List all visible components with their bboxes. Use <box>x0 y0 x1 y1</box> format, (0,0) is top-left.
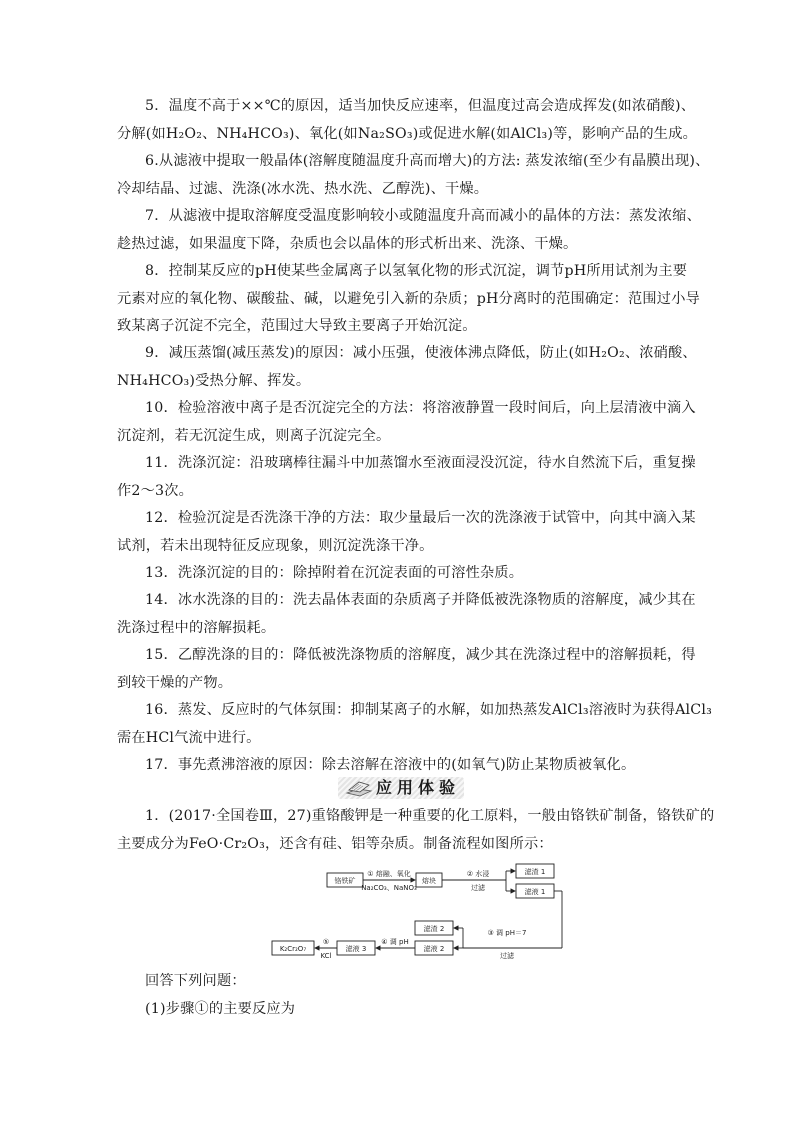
label-residue2: 滤渣 2 <box>423 925 445 933</box>
knowledge-point <box>117 752 677 780</box>
knowledge-point <box>117 450 696 505</box>
label-step5-top: ⑤ <box>322 938 330 946</box>
answer-sub1: (1)步骤①的主要反应为 <box>145 1000 296 1017</box>
question-line: 1．(2017·全国卷Ⅲ，27)重铬酸钾是一种重要的化工原料，一般由铬铁矿制备，铬铁矿的 <box>145 808 715 824</box>
knowledge-point <box>117 203 701 258</box>
question-1 <box>117 803 715 858</box>
knowledge-point-line: 致某离子沉淀不完全，范围过大导致主要离子开始沉淀。 <box>117 318 477 334</box>
knowledge-point-line: 15．乙醇洗涤的目的：降低被洗涤物质的溶解度，减少其在洗涤过程中的溶解损耗，得 <box>145 647 696 663</box>
knowledge-point <box>117 505 696 560</box>
knowledge-point-line: 7．从滤液中提取溶解度受温度影响较小或随温度升高而减小的晶体的方法：蒸发浓缩、 <box>145 208 701 224</box>
label-block: 熔块 <box>422 877 436 885</box>
label-filtrate3: 滤液 3 <box>345 945 367 953</box>
knowledge-point-line: 5．温度不高于××℃的原因，适当加快反应速率，但温度过高会造成挥发(如浓硝酸)、 <box>145 98 696 114</box>
knowledge-point-line: 趁热过滤，如果温度下降，杂质也会以晶体的形式析出来、洗涤、干燥。 <box>117 235 578 252</box>
label-product: K₂Cr₂O₇ <box>279 945 307 953</box>
knowledge-point <box>117 93 697 148</box>
knowledge-point-line: 8．控制某反应的pH使某些金属离子以氢氧化物的形式沉淀，调节pH所用试剂为主要 <box>145 263 688 279</box>
label-ore: 铬铁矿 <box>334 877 356 885</box>
answer-prompt: 回答下列问题： <box>145 973 246 989</box>
knowledge-point-line: 9．减压蒸馏(减压蒸发)的原因：减小压强，使液体沸点降低，防止(如H₂O₂、浓硝酸、 <box>145 345 697 361</box>
answer-section <box>117 968 677 1023</box>
knowledge-point-line: 冷却结晶、过滤、洗涤(冰水洗、热水洗、乙醇洗)、干燥。 <box>117 180 489 197</box>
knowledge-point-line: 试剂，若未出现特征反应现象，则沉淀洗涤干净。 <box>117 537 434 554</box>
knowledge-point-line: 6.从滤液中提取一般晶体(溶解度随温度升高而增大)的方法: 蒸发浓缩(至少有晶膜出现)、 <box>145 153 710 169</box>
knowledge-point-line: 16．蒸发、反应时的气体氛围：抑制某离子的水解，如加热蒸发AlCl₃溶液时为获得AlCl₃ <box>145 702 712 718</box>
knowledge-point-line: 10．检验溶液中离子是否沉淀完全的方法：将溶液静置一段时间后，向上层清液中滴入 <box>145 400 696 416</box>
label-filtrate2: 滤液 2 <box>423 945 445 953</box>
knowledge-point-line: NH₄HCO₃)受热分解、挥发。 <box>117 372 311 389</box>
knowledge-point-line: 沉淀剂，若无沉淀生成，则离子沉淀完全。 <box>117 427 391 444</box>
flow-diagram <box>270 862 570 962</box>
knowledge-point-line: 元素对应的氧化物、碳酸盐、碱，以避免引入新的杂质；pH分离时的范围确定：范围过小导 <box>117 290 700 307</box>
knowledge-point-line: 11．洗涤沉淀：沿玻璃棒往漏斗中加蒸馏水至液面浸没沉淀，待水自然流下后，重复操 <box>145 455 696 471</box>
knowledge-point <box>117 258 700 341</box>
knowledge-point <box>117 697 712 752</box>
knowledge-point-line: 12．检验沉淀是否洗涤干净的方法：取少量最后一次的洗涤液于试管中，向其中滴入某 <box>145 510 696 526</box>
label-step1-top: ① 熔融、氧化 <box>367 870 411 878</box>
label-step2-bottom: 过滤 <box>471 884 485 892</box>
knowledge-point-line: 13．洗涤沉淀的目的：除掉附着在沉淀表面的可溶性杂质。 <box>145 565 524 581</box>
knowledge-point-line: 分解(如H₂O₂、NH₄HCO₃)、氧化(如Na₂SO₃)或促进水解(如AlCl₃)等，影响产品的生成。 <box>117 125 697 142</box>
knowledge-point <box>117 395 696 450</box>
knowledge-point <box>117 340 697 395</box>
banner-title: 应用体验 <box>376 778 461 797</box>
knowledge-point-line: 洗涤过程中的溶解损耗。 <box>117 619 276 636</box>
knowledge-point <box>117 148 710 203</box>
knowledge-point-line: 需在HCl气流中进行。 <box>117 729 261 746</box>
section-banner <box>338 777 464 799</box>
book-icon <box>344 779 374 797</box>
knowledge-point-line: 到较干燥的产物。 <box>117 674 233 691</box>
knowledge-point <box>117 587 696 642</box>
label-step1-bottom: Na₂CO₃、NaNO₃ <box>361 884 417 892</box>
knowledge-point-line: 14．冰水洗涤的目的：洗去晶体表面的杂质离子并降低被洗涤物质的溶解度，减少其在 <box>145 592 696 608</box>
knowledge-point-line: 作2～3次。 <box>117 482 194 499</box>
label-step3-bottom: 过滤 <box>500 952 514 960</box>
label-step3-top: ③ 调 pH＝7 <box>487 929 527 937</box>
knowledge-point <box>117 560 677 588</box>
label-residue1: 滤渣 1 <box>524 868 546 876</box>
label-filtrate1: 滤液 1 <box>524 888 546 896</box>
label-step5-bottom: KCl <box>320 952 332 960</box>
question-line: 主要成分为FeO·Cr₂O₃，还含有硅、铝等杂质。制备流程如图所示： <box>117 835 553 852</box>
knowledge-point-line: 17．事先煮沸溶液的原因：除去溶解在溶液中的(如氧气)防止某物质被氧化。 <box>145 757 636 773</box>
label-step2-top: ② 水浸 <box>466 870 490 878</box>
label-step4: ④ 调 pH <box>381 938 409 946</box>
knowledge-point <box>117 642 696 697</box>
